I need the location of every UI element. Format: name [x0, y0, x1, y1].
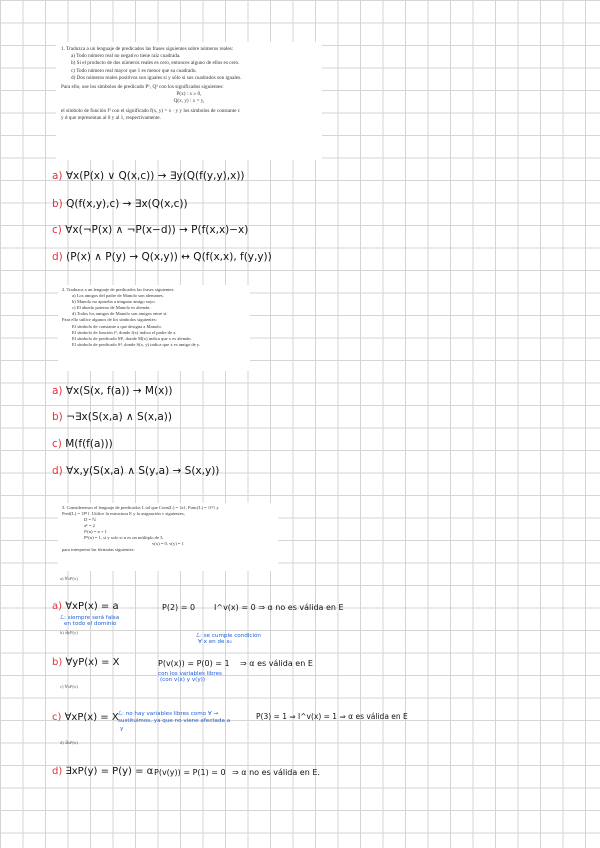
answer-1b-label: b)	[52, 198, 63, 210]
exercise-2-para: Para ello utilice algunos de los símbolos siguientes:	[62, 317, 157, 323]
answer-3d-right: ⇒ α no es válida en E.	[232, 768, 320, 777]
answer-1d-label: d)	[52, 251, 63, 263]
structure-domain: D = ℕ	[84, 517, 96, 522]
answer-3c-note-1: ℒ: no hay variables libres como ∀ →	[118, 711, 219, 717]
answer-3c-formula: ∀xP(x) = X	[64, 712, 119, 723]
exercise-3-tail: para interpretar las fórmulas siguientes:	[62, 547, 135, 552]
answer-1c-label: c)	[52, 224, 62, 236]
answer-1c	[52, 224, 248, 236]
structure-predicate: Pᴱ(n) = 1, si y solo si n es un múltiplo de 3,	[84, 535, 164, 540]
answer-3b-formula: ∀yP(x) = X	[65, 657, 120, 668]
exercise-1-item-b: b) Si el producto de dos números reales es cero, entonces alguno de ellos es cero.	[71, 60, 240, 67]
exercise-3-item-c: c) ∀xP(x)	[60, 684, 78, 689]
exercise-2-sym-2: El símbolo de función f¹, donde f(x) indica el padre de x.	[72, 329, 177, 335]
answer-3b-label: b)	[52, 657, 63, 668]
answer-2b	[52, 411, 172, 423]
answer-1a-label: a)	[52, 170, 63, 182]
structure-constant: aᴱ = 2	[84, 523, 95, 528]
exercise-3-intro: 3. Consideremos el lenguaje de predicados L tal que Cons(L) = {a}, Func(L) = {f¹} y	[62, 505, 219, 510]
exercise-1-item-c: c) Todo número real mayor que 1 es menor que su cuadrado.	[71, 67, 197, 74]
answer-3c-note-2: sustituimos, ya que no viene afectada a	[118, 718, 231, 724]
answer-1a-formula: ∀x(P(x) ∨ Q(x,c)) → ∃y(Q(f(y,y),x))	[65, 170, 245, 182]
answer-2b-label: b)	[52, 411, 63, 423]
answer-3a	[52, 601, 119, 612]
exercise-1-item-a: a) Todo número real no negativo tiene raíz cuadrada.	[71, 53, 181, 60]
answer-3b-note-4: (con v(x) y v(y))	[160, 677, 206, 683]
answer-3d-label: d)	[52, 766, 63, 777]
exercise-2-item-b: b) Manolo no aprueba a ninguno amigo suyo.	[72, 299, 156, 305]
exercise-2-item-c: c) El abuelo paterno de Manolo es alemán.	[72, 305, 151, 311]
answer-2c	[52, 438, 113, 450]
answer-3c-note-3: y	[120, 726, 124, 732]
exercise-1-box	[56, 42, 322, 160]
exercise-1-tail-1: el símbolo de función f² con el significado f(x, y) = x · y y los símbolos de constante c	[61, 107, 241, 114]
exercise-2-item-a: a) Los amigos del padre de Manolo son alemanes.	[72, 293, 164, 299]
answer-1b	[52, 198, 188, 210]
exercise-1-tail-2: y d que representan al 0 y al 1, respectivamente.	[61, 114, 161, 121]
exercise-3-intro-2: Pred(L) = {P¹}. Utilice la estructura E y la asignación v siguientes,	[62, 511, 185, 516]
answer-3a-mid: P(2) = 0	[162, 603, 196, 612]
exercise-2-item-d: d) Todos los amigos de Manolo son amigos entre sí.	[72, 311, 168, 317]
answer-3b-note-3: con los variables libres	[158, 671, 222, 677]
exercise-3-box	[58, 503, 278, 571]
answer-1d-formula: (P(x) ∧ P(y) → Q(x,y)) ↔ Q(f(x,x), f(y,y))	[66, 251, 272, 263]
answer-3a-label: a)	[52, 601, 63, 612]
answer-3c-label: c)	[52, 712, 62, 723]
answer-3c	[52, 712, 119, 723]
answer-3c-right: P(3) = 1 ⇒ I^v(x) = 1 ⇒ α es válida en E	[256, 712, 408, 721]
exercise-2-sym-1: El símbolo de constante a que designa a Manolo.	[72, 323, 162, 329]
exercise-2-box	[58, 285, 250, 371]
assignment: v(x) = 0, v(y) = 1	[152, 541, 184, 546]
answer-3a-note-2: en todo el dominio	[64, 621, 117, 627]
answer-3d-formula: ∃xP(y) = P(y) = α	[65, 766, 154, 777]
answer-1d	[52, 251, 272, 263]
answer-3a-formula: ∀xP(x) = a	[65, 601, 119, 612]
exercise-3-item-b: b) ∃yP(y)	[60, 630, 78, 635]
answer-2b-formula: ¬∃x(S(x,a) ∧ S(x,a))	[66, 411, 172, 423]
answer-3d-mid: P(v(y)) = P(1) = 0	[154, 768, 226, 777]
exercise-2-sym-3: El símbolo de predicado M¹, donde M(x) indica que x es alemán.	[72, 335, 192, 341]
answer-2c-formula: M(f(f(a)))	[65, 438, 113, 450]
answer-2d	[52, 465, 219, 477]
exercise-1-item-d: d) Dos números reales positivos son iguales si y sólo si sus cuadrados son iguales.	[71, 74, 242, 81]
answer-3b-mid: P(v(x)) = P(0) = 1	[158, 659, 230, 668]
answer-2a	[52, 385, 172, 397]
answer-1a	[52, 170, 245, 182]
answer-3d	[52, 766, 153, 777]
exercise-1-def-1: P(x) : x ≥ 0,	[176, 91, 202, 98]
exercise-1-intro: 1. Traduzca a un lenguaje de predicados las frases siguientes sobre números reales:	[61, 46, 234, 52]
answer-3b-note-2: ∀ x en de x₀	[198, 639, 232, 645]
exercise-1-para: Para ello, use los símbolos de predicado P¹, Q² con los significados siguientes:	[61, 84, 224, 91]
answer-3b	[52, 657, 120, 668]
answer-2d-label: d)	[52, 465, 63, 477]
answer-3a-right: I^v(x) = 0 ⇒ α no es válida en E	[214, 603, 344, 612]
answer-1c-formula: ∀x(¬P(x) ∧ ¬P(x−d)) → P(f(x,x)−x)	[65, 224, 249, 236]
answer-3a-note-1: ℒ: siempre será falsa	[60, 615, 120, 621]
exercise-2-sym-4: El símbolo de predicado S², donde S(x, y) indica que x es amigo de y.	[72, 341, 201, 347]
answer-3b-right: ⇒ α es válida en E	[240, 659, 313, 668]
exercise-3-item-a: a) ∀xP(x)	[60, 576, 78, 581]
answer-2a-label: a)	[52, 385, 63, 397]
exercise-1-def-2: Q(x, y) : x = y,	[173, 98, 205, 105]
answer-2d-formula: ∀x,y(S(x,a) ∧ S(y,a) → S(x,y))	[66, 465, 220, 477]
exercise-3-item-d: d) ∃xP(x)	[60, 740, 78, 745]
answer-2c-label: c)	[52, 438, 62, 450]
answer-1b-formula: Q(f(x,y),c) → ∃x(Q(x,c))	[66, 198, 188, 210]
answer-2a-formula: ∀x(S(x, f(a)) → M(x))	[65, 385, 173, 397]
exercise-2-intro: 2. Traduzca a un lenguaje de predicados las frases siguientes:	[62, 287, 175, 292]
answer-3b-note-1: ℒ: se cumple condición	[196, 633, 261, 639]
structure-function: fᴱ(n) = n + 1	[84, 529, 107, 534]
